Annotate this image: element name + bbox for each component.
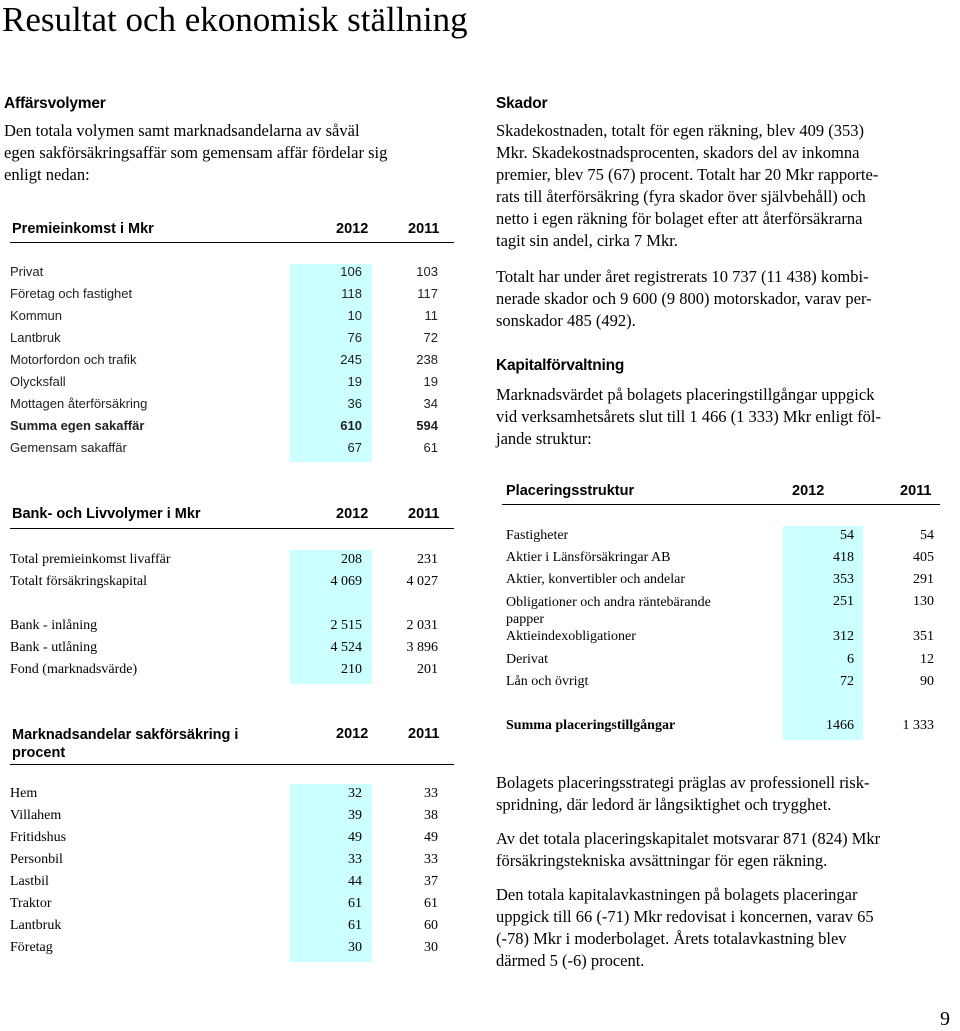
value-2012: 33 [348, 852, 362, 867]
value-2011: 34 [423, 396, 438, 411]
text-line: Marknadsvärdet på bolagets placeringstillgångar uppgick [496, 385, 875, 404]
row-label: Summa egen sakaffär [10, 418, 145, 433]
value-2011: 130 [913, 594, 934, 609]
value-2011: 11 [424, 308, 438, 323]
text-line: försäkringstekniska avsättningar för egen räkning. [496, 851, 828, 870]
table-row [10, 940, 454, 962]
table-title: Placeringsstruktur [506, 483, 635, 499]
value-2012: 1466 [826, 718, 854, 733]
value-2011: 49 [424, 830, 438, 845]
text-line: Den totala volymen samt marknadsandelarna av såväl [4, 121, 360, 140]
table-row [10, 874, 454, 896]
value-2011: 61 [424, 896, 438, 911]
row-label: Företag och fastighet [10, 286, 133, 301]
value-2012: 312 [833, 629, 854, 644]
table-row [10, 852, 454, 874]
row-label: Aktier, konvertibler och andelar [506, 572, 686, 587]
table-row [10, 352, 454, 374]
row-label: Kommun [10, 308, 63, 323]
row-label: Privat [10, 264, 44, 279]
value-2011: 12 [920, 652, 934, 667]
table-row [10, 264, 454, 286]
skador-paragraph-1 [496, 120, 946, 252]
table-row [10, 574, 454, 596]
closing-paragraph-1 [496, 772, 946, 816]
value-2011: 103 [416, 264, 438, 279]
row-label: Motorfordon och trafik [10, 352, 137, 367]
row-label: Gemensam sakaffär [10, 440, 127, 455]
text-line: Den totala kapitalavkastningen på bolagets placeringar [496, 885, 858, 904]
table-row [10, 552, 454, 574]
value-2011: 33 [424, 786, 438, 801]
text-line: netto i egen räkning för bolaget efter att återförsäkrarna [496, 209, 863, 228]
value-2012: 353 [833, 572, 854, 587]
value-2011: 19 [423, 374, 438, 389]
value-2011: 351 [913, 629, 934, 644]
value-2012: 418 [833, 550, 854, 565]
text-line: nerade skador och 9 600 (9 800) motorskador, varav per- [496, 289, 872, 308]
row-label: Lantbruk [10, 330, 61, 345]
divider [10, 528, 454, 529]
table-row [10, 640, 454, 662]
text-line: jande struktur: [496, 429, 592, 448]
text-line: vid verksamhetsårets slut till 1 466 (1 333) Mkr enligt föl- [496, 407, 881, 426]
value-2012: 251 [833, 594, 854, 609]
closing-paragraph-2 [496, 828, 946, 872]
row-label: Aktieindexobligationer [506, 629, 636, 644]
text-line: sonskador 485 (492). [496, 311, 636, 330]
row-label: Hem [10, 786, 38, 801]
col-2011: 2011 [408, 506, 440, 522]
value-2012: 61 [348, 918, 362, 933]
text-line: därmed 5 (-6) procent. [496, 951, 645, 970]
value-2012: 44 [348, 874, 362, 889]
value-2012: 10 [347, 308, 362, 323]
page-number: 9 [940, 1008, 950, 1030]
table-title [12, 726, 238, 762]
col-2011: 2011 [900, 483, 932, 499]
table-row [502, 594, 940, 630]
row-label: Derivat [506, 652, 548, 667]
text-line: egen sakförsäkringsaffär som gemensam affär fördelar sig [4, 143, 388, 162]
row-label: Summa placeringstillgångar [506, 718, 676, 733]
text-line: rats till återförsäkring (fyra skador över självbehåll) och [496, 187, 866, 206]
value-2012: 245 [340, 352, 362, 367]
value-2011: 4 027 [406, 574, 438, 589]
table-row [10, 830, 454, 852]
table-row [10, 440, 454, 462]
value-2011: 594 [416, 418, 438, 433]
table-row [10, 918, 454, 940]
col-2012: 2012 [336, 726, 369, 742]
value-2011: 1 333 [902, 718, 934, 733]
table-row-sum [10, 418, 454, 440]
value-2012: 118 [341, 286, 362, 301]
value-2012: 30 [348, 940, 362, 955]
value-2012: 4 524 [330, 640, 362, 655]
table-row [502, 528, 940, 550]
kapital-heading: Kapitalförvaltning [496, 357, 625, 374]
col-2012: 2012 [336, 506, 369, 522]
value-2011: 2 031 [406, 618, 438, 633]
title-line: Marknadsandelar sakförsäkring i [12, 727, 239, 743]
table-title: Bank- och Livvolymer i Mkr [12, 506, 201, 522]
value-2011: 3 896 [406, 640, 438, 655]
table-row [502, 652, 940, 674]
value-2012: 4 069 [330, 574, 362, 589]
skador-paragraph-2 [496, 266, 946, 332]
text-line: enligt nedan: [4, 165, 90, 184]
value-2011: 61 [423, 440, 438, 455]
value-2012: 106 [340, 264, 362, 279]
divider [10, 242, 454, 243]
col-2011: 2011 [408, 221, 440, 237]
affarsvolymer-heading: Affärsvolymer [4, 95, 106, 112]
row-label: Bank - inlåning [10, 618, 98, 633]
table-row [502, 674, 940, 696]
row-label: Lantbruk [10, 918, 62, 933]
table-row [10, 330, 454, 352]
row-label: Traktor [10, 896, 52, 911]
text-line: spridning, där ledord är långsiktighet och trygghet. [496, 795, 832, 814]
col-2011: 2011 [408, 726, 440, 742]
table-row [502, 550, 940, 572]
value-2011: 405 [913, 550, 934, 565]
value-2011: 291 [913, 572, 934, 587]
table-row [502, 572, 940, 594]
value-2012: 32 [348, 786, 362, 801]
text-line: Totalt har under året registrerats 10 737 (11 438) kombi- [496, 267, 869, 286]
divider [10, 764, 454, 765]
premie-table [10, 218, 454, 468]
text-line: Skadekostnaden, totalt för egen räkning, blev 409 (353) [496, 121, 864, 140]
value-2012: 610 [340, 418, 362, 433]
row-label: Lån och övrigt [506, 674, 589, 689]
value-2012: 61 [348, 896, 362, 911]
text-line: uppgick till 66 (-71) Mkr redovisat i koncernen, varav 65 [496, 907, 874, 926]
value-2012: 2 515 [330, 618, 362, 633]
row-label: Total premieinkomst livaffär [10, 552, 171, 567]
closing-paragraph-3 [496, 884, 946, 972]
divider [502, 504, 940, 505]
row-label: Olycksfall [10, 374, 66, 389]
row-label: Företag [10, 940, 53, 955]
table-row [10, 308, 454, 330]
value-2011: 117 [417, 286, 438, 301]
value-2012: 210 [341, 662, 362, 677]
value-2011: 30 [424, 940, 438, 955]
value-2011: 33 [424, 852, 438, 867]
table-row [10, 662, 454, 684]
affarsvolymer-text [4, 120, 454, 186]
value-2011: 201 [417, 662, 438, 677]
row-label: Fritidshus [10, 830, 67, 845]
value-2011: 37 [424, 874, 438, 889]
col-2012: 2012 [792, 483, 825, 499]
marknadsandelar-table [10, 726, 454, 966]
label-line: Obligationer och andra räntebärande [506, 595, 711, 610]
kapital-text [496, 384, 946, 450]
col-2012: 2012 [336, 221, 369, 237]
row-label: Fond (marknadsvärde) [10, 662, 138, 677]
text-line: Mkr. Skadekostnadsprocenten, skadors del av inkomna [496, 143, 860, 162]
text-line: premier, blev 75 (67) procent. Totalt har 20 Mkr rapporte- [496, 165, 879, 184]
row-label: Lastbil [10, 874, 49, 889]
label-line: papper [506, 612, 545, 627]
value-2012: 36 [347, 396, 362, 411]
row-label: Fastigheter [506, 528, 569, 543]
value-2012: 54 [840, 528, 854, 543]
table-row [10, 618, 454, 640]
title-line: procent [12, 745, 66, 761]
table-title: Premieinkomst i Mkr [12, 221, 154, 237]
value-2012: 49 [348, 830, 362, 845]
value-2011: 90 [920, 674, 934, 689]
value-2012: 76 [347, 330, 362, 345]
page-title: Resultat och ekonomisk ställning [2, 0, 468, 39]
row-label: Totalt försäkringskapital [10, 574, 148, 589]
text-line: tagit sin andel, cirka 7 Mkr. [496, 231, 678, 250]
placering-table [502, 480, 940, 740]
value-2011: 238 [416, 352, 438, 367]
table-row [10, 786, 454, 808]
value-2012: 67 [347, 440, 362, 455]
row-label: Personbil [10, 852, 63, 867]
table-row [10, 896, 454, 918]
table-row [10, 374, 454, 396]
value-2012: 208 [341, 552, 362, 567]
text-line: Av det totala placeringskapitalet motsvarar 871 (824) Mkr [496, 829, 881, 848]
skador-heading: Skador [496, 95, 548, 112]
row-label: Villahem [10, 808, 62, 823]
table-row [10, 808, 454, 830]
value-2011: 60 [424, 918, 438, 933]
value-2012: 39 [348, 808, 362, 823]
value-2011: 54 [920, 528, 934, 543]
row-label [506, 594, 711, 628]
table-row-total [502, 718, 940, 740]
value-2012: 19 [347, 374, 362, 389]
value-2011: 72 [423, 330, 438, 345]
row-label: Bank - utlåning [10, 640, 98, 655]
row-label: Mottagen återförsäkring [10, 396, 148, 411]
row-label: Aktier i Länsförsäkringar AB [506, 550, 671, 565]
value-2011: 38 [424, 808, 438, 823]
table-row [502, 629, 940, 651]
text-line: Bolagets placeringsstrategi präglas av professionell risk- [496, 773, 870, 792]
table-row [10, 396, 454, 418]
value-2012: 72 [840, 674, 854, 689]
value-2012: 6 [847, 652, 854, 667]
value-2011: 231 [417, 552, 438, 567]
table-row [10, 286, 454, 308]
bank-table [10, 504, 454, 690]
text-line: (-78) Mkr i moderbolaget. Årets totalavkastning blev [496, 929, 847, 948]
